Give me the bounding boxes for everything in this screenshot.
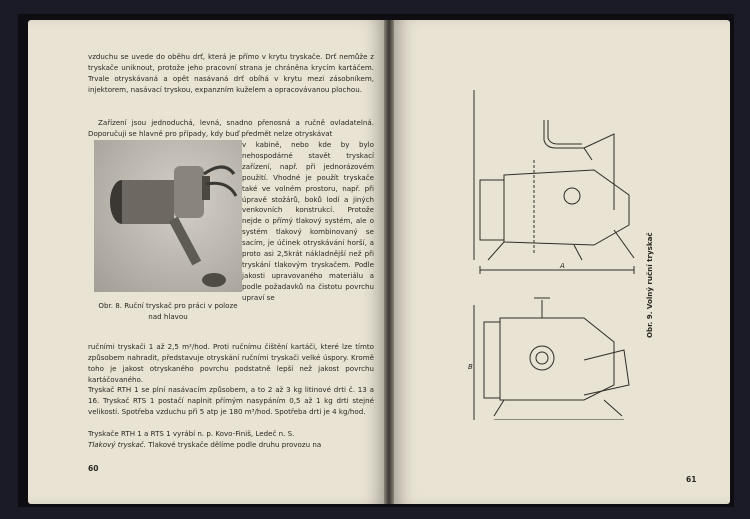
paragraph-6-text: Tlakové tryskače dělíme podle druhu provozu na (145, 440, 322, 449)
column-text: v kabině, nebo kde by bylo nehospodárné stavět tryskací zařízení, např. při jednorázovém použití. Vhodné je použít tryskače také ve volném prostoru, např. při úpravě stožárů, boků lodí a jiných venkovních konstrukcí. Protože nejde o přímý tlakový systém, ale o systém tlakový kombinovaný se sacím, je účinek otryskávání horší, a proto asi 2,5krát nákladnější než při tryskání tlakovým tryskačem. Podle jakosti upravovaného materiálu a podle požadavků na čistotu povrchu upraví se (242, 140, 374, 302)
left-page (28, 20, 384, 504)
paragraph-6 (88, 440, 374, 451)
paragraph-2: Zařízení jsou jednoduchá, levná, snadno přenosná a ručně ovladatelná. Doporučuji se hlavně pro případy, kdy buď předmět nelze otryskávat (88, 118, 374, 138)
page-number-right: 61 (686, 475, 697, 484)
heading-italic: Tlakový tryskač. (88, 440, 146, 449)
paragraph-1: vzduchu se uvede do oběhu drť, která je přímo v krytu tryskače. Drť nemůže z tryskače uniknout, protože jeho pracovní strana je chráněna krycím kartáčem. Trvale otryskávaná a opět nasávaná drť obíhá v krytu mezi zásobníkem, injektorem, nasávací tryskou, expanzním kuželem a opracovávanou plochou. (88, 52, 374, 94)
right-page (394, 20, 730, 504)
technical-drawing (464, 60, 664, 420)
figure-9-caption: Obr. 9. Volný ruční tryskač (645, 232, 654, 338)
figure-8-caption: Obr. 8. Ruční tryskač pro práci v poloze nad hlavou (98, 301, 238, 321)
hand-blaster-illustration (94, 140, 242, 292)
dimension-label-a: A (560, 262, 565, 270)
open-book (18, 14, 734, 507)
paragraph-3: ručními tryskači 1 až 2,5 m²/hod. Proti ručnímu čištění kartáči, které lze tímto způsobem nahradit, představuje otryskání ručními tryskači velké úspory. Kromě toho je jakost otryskaného povrchu podstatně lepší než jakost povrchu kartáčovaného. (88, 342, 374, 384)
book-spine (384, 20, 394, 504)
paragraph-4: Tryskač RTH 1 se plní nasávacím způsobem, a to 2 až 3 kg litinové drti č. 13 a 16. Tryskač RTS 1 postačí naplnit přímým nasypáním 0,5 až 1 kg drti stejné velikosti. Spotřeba vzduchu při 5 atp je 180 m³/hod. Spotřeba drti je 4 kg/hod. (88, 385, 374, 416)
figure-8-photo (94, 140, 242, 292)
dimension-label-b: B (468, 363, 473, 371)
paragraph-5: Tryskače RTH 1 a RTS 1 vyrábí n. p. Kovo-Finiš, Ledeč n. S. (88, 429, 295, 438)
page-number-left: 60 (88, 464, 99, 473)
